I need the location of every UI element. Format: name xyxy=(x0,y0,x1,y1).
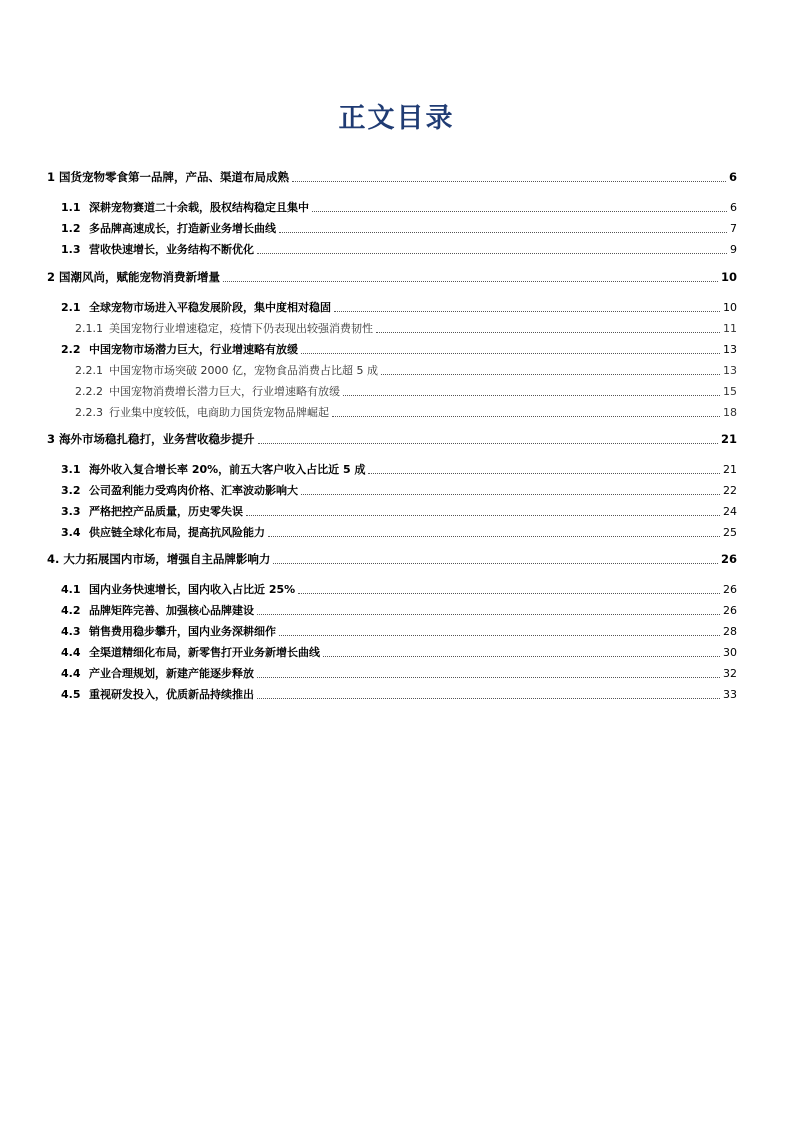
toc-entry-title: 多品牌高速成长，打造新业务增长曲线 xyxy=(89,222,276,235)
toc-entry[interactable] xyxy=(61,219,737,236)
toc-entry-number: 2.2.1 xyxy=(75,364,103,377)
toc-entry-number: 3.1 xyxy=(61,463,81,476)
toc-entry-page-number: 21 xyxy=(720,432,737,446)
toc-entry-title: 行业集中度较低，电商助力国货宠物品牌崛起 xyxy=(109,406,329,419)
toc-entry-title: 公司盈利能力受鸡肉价格、汇率波动影响大 xyxy=(89,484,298,497)
toc-entry[interactable] xyxy=(61,298,737,315)
toc-entry-number: 2.2 xyxy=(61,343,81,356)
toc-entry[interactable] xyxy=(61,622,737,639)
toc-dot-leader xyxy=(257,614,720,615)
toc-entry-page-number: 6 xyxy=(728,170,737,184)
toc-dot-leader xyxy=(376,332,720,333)
toc-entry-page-number: 33 xyxy=(723,688,737,701)
toc-entry[interactable] xyxy=(61,664,737,681)
toc-entry[interactable] xyxy=(75,403,737,420)
toc-entry-page-number: 10 xyxy=(723,301,737,314)
toc-entry[interactable] xyxy=(61,685,737,702)
toc-entry-page-number: 11 xyxy=(723,322,737,335)
toc-entry[interactable] xyxy=(47,550,737,567)
toc-entry-number: 4.3 xyxy=(61,625,81,638)
toc-entry[interactable] xyxy=(47,268,737,285)
toc-entry-page-number: 28 xyxy=(723,625,737,638)
toc-entry-page-number: 30 xyxy=(723,646,737,659)
toc-entry-page-number: 26 xyxy=(723,604,737,617)
toc-entry-page-number: 9 xyxy=(730,243,737,256)
toc-dot-leader xyxy=(257,698,720,699)
toc-dot-leader xyxy=(223,281,718,282)
toc-entry-number: 2 xyxy=(47,270,56,284)
toc-entry-title: 产业合理规划，新建产能逐步释放 xyxy=(89,667,254,680)
toc-entry-page-number: 13 xyxy=(723,364,737,377)
toc-entry[interactable] xyxy=(61,523,737,540)
toc-entry[interactable] xyxy=(61,580,737,597)
toc-entry-title: 品牌矩阵完善、加强核心品牌建设 xyxy=(89,604,254,617)
toc-entry-title: 供应链全球化布局，提高抗风险能力 xyxy=(89,526,265,539)
toc-entry[interactable] xyxy=(61,198,737,215)
toc-dot-leader xyxy=(301,353,720,354)
toc-entry-number: 2.2.2 xyxy=(75,385,103,398)
toc-entry[interactable] xyxy=(61,481,737,498)
toc-entry-title: 国潮风尚，赋能宠物消费新增量 xyxy=(59,270,221,284)
toc-entry-number: 4.2 xyxy=(61,604,81,617)
toc-entry[interactable] xyxy=(61,240,737,257)
toc-dot-leader xyxy=(368,473,720,474)
toc-entry-number: 1 xyxy=(47,170,56,184)
toc-entry-title: 国内业务快速增长，国内收入占比近 25% xyxy=(89,583,296,596)
toc-entry-number: 4.4 xyxy=(61,667,81,680)
toc-entry-title: 海外市场稳扎稳打，业务营收稳步提升 xyxy=(59,432,255,446)
toc-entry-title: 重视研发投入，优质新品持续推出 xyxy=(89,688,254,701)
toc-entry-number: 1.3 xyxy=(61,243,81,256)
toc-entry-title: 中国宠物市场突破 2000 亿，宠物食品消费占比超 5 成 xyxy=(109,364,378,377)
toc-entry[interactable] xyxy=(61,643,737,660)
toc-dot-leader xyxy=(258,443,718,444)
toc-entry-title: 严格把控产品质量，历史零失误 xyxy=(89,505,243,518)
toc-entry-number: 1.1 xyxy=(61,201,81,214)
toc-dot-leader xyxy=(246,515,720,516)
toc-entry-number: 2.1.1 xyxy=(75,322,103,335)
toc-entry-page-number: 24 xyxy=(723,505,737,518)
toc-dot-leader xyxy=(343,395,720,396)
toc-entry[interactable] xyxy=(75,361,737,378)
toc-entry-page-number: 32 xyxy=(723,667,737,680)
toc-entry-page-number: 18 xyxy=(723,406,737,419)
toc-entry-title: 大力拓展国内市场，增强自主品牌影响力 xyxy=(63,552,271,566)
toc-entry[interactable] xyxy=(47,430,737,447)
toc-entry-number: 4. xyxy=(47,552,60,566)
toc-dot-leader xyxy=(268,536,720,537)
toc-entry-number: 1.2 xyxy=(61,222,81,235)
toc-dot-leader xyxy=(257,253,727,254)
toc-entry-title: 全渠道精细化布局，新零售打开业务新增长曲线 xyxy=(89,646,320,659)
toc-entry-page-number: 7 xyxy=(730,222,737,235)
toc-dot-leader xyxy=(381,374,720,375)
toc-dot-leader xyxy=(257,677,720,678)
toc-entry-title: 海外收入复合增长率 20%，前五大客户收入占比近 5 成 xyxy=(89,463,366,476)
toc-entry-page-number: 26 xyxy=(720,552,737,566)
toc-dot-leader xyxy=(334,311,720,312)
toc-entry-title: 美国宠物行业增速稳定，疫情下仍表现出较强消费韧性 xyxy=(109,322,373,335)
toc-entry-title: 中国宠物市场潜力巨大，行业增速略有放缓 xyxy=(89,343,298,356)
toc-entry-title: 销售费用稳步攀升，国内业务深耕细作 xyxy=(89,625,276,638)
toc-entry-number: 4.5 xyxy=(61,688,81,701)
toc-entry[interactable] xyxy=(75,382,737,399)
toc-dot-leader xyxy=(298,593,720,594)
page-title: 正文目录 xyxy=(338,103,455,134)
toc-entry-page-number: 10 xyxy=(720,270,737,284)
toc-entry-number: 3.2 xyxy=(61,484,81,497)
toc-entry-page-number: 26 xyxy=(723,583,737,596)
toc-entry-number: 4.1 xyxy=(61,583,81,596)
toc-entry-number: 4.4 xyxy=(61,646,81,659)
toc-entry-number: 2.1 xyxy=(61,301,81,314)
toc-entry-title: 全球宠物市场进入平稳发展阶段，集中度相对稳固 xyxy=(89,301,331,314)
toc-dot-leader xyxy=(279,635,720,636)
toc-dot-leader xyxy=(332,416,720,417)
toc-dot-leader xyxy=(292,181,726,182)
toc-dot-leader xyxy=(323,656,720,657)
toc-entry-number: 3.3 xyxy=(61,505,81,518)
toc-entry-number: 3.4 xyxy=(61,526,81,539)
toc-entry[interactable] xyxy=(75,319,737,336)
toc-entry-page-number: 21 xyxy=(723,463,737,476)
toc-entry-page-number: 13 xyxy=(723,343,737,356)
toc-entry-number: 2.2.3 xyxy=(75,406,103,419)
toc-entry-title: 中国宠物消费增长潜力巨大，行业增速略有放缓 xyxy=(109,385,340,398)
toc-entry-page-number: 6 xyxy=(730,201,737,214)
toc-entry-title: 营收快速增长，业务结构不断优化 xyxy=(89,243,254,256)
toc-entry[interactable] xyxy=(61,601,737,618)
toc-entry-title: 深耕宠物赛道二十余载，股权结构稳定且集中 xyxy=(89,201,309,214)
toc-entry-number: 3 xyxy=(47,432,56,446)
toc-entry[interactable] xyxy=(61,460,737,477)
toc-entry-title: 国货宠物零食第一品牌，产品、渠道布局成熟 xyxy=(59,170,290,184)
toc-entry[interactable] xyxy=(61,502,737,519)
toc-dot-leader xyxy=(279,232,727,233)
toc-entry[interactable] xyxy=(61,340,737,357)
toc-entry-page-number: 25 xyxy=(723,526,737,539)
toc-dot-leader xyxy=(312,211,727,212)
toc-entry[interactable] xyxy=(47,168,737,185)
toc-dot-leader xyxy=(273,563,718,564)
toc-entry-page-number: 22 xyxy=(723,484,737,497)
toc-dot-leader xyxy=(301,494,720,495)
toc-entry-page-number: 15 xyxy=(723,385,737,398)
